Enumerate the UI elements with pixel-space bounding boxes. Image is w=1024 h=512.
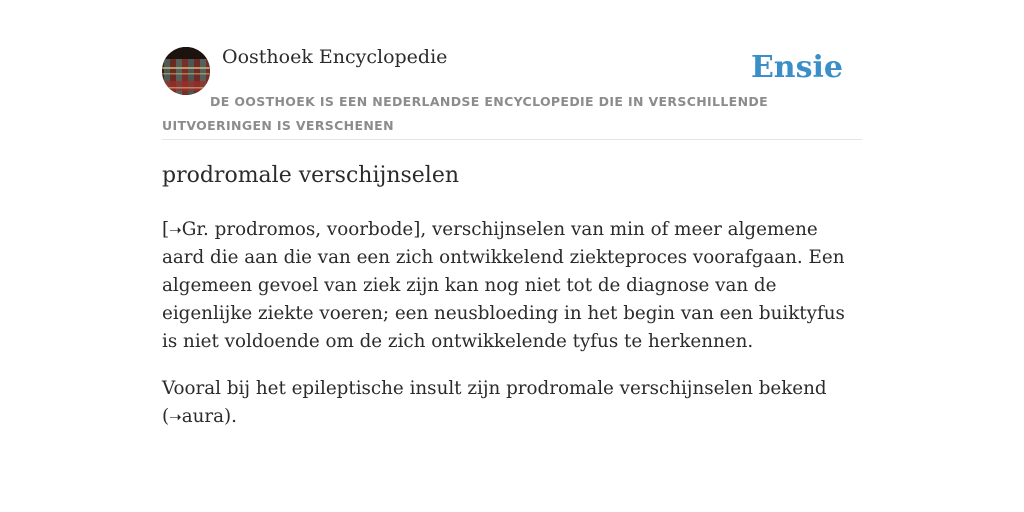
entry-title: prodromale verschijnselen	[162, 163, 460, 188]
entry-paragraph-2	[162, 375, 862, 431]
site-tagline: DE OOSTHOEK IS EEN NEDERLANDSE ENCYCLOPEDIE DIE IN VERSCHILLENDE UITVOERINGEN IS VERSCHENEN	[162, 94, 768, 133]
paragraph-1-text: Gr. prodromos, voorbode], verschijnselen van min of meer algemene aard die aan die van een zich ontwikkelend ziekteproces voorafgaan. Een algemeen gevoel van ziek zijn kan nog niet tot de diagnose van de eigenlijke ziekte voeren; een neusbloeding in het begin van een buiktyfus is niet voldoende om de zich ontwikkelende tyfus te herkennen.	[162, 219, 845, 352]
ensie-logo-link[interactable]: Ensie	[750, 50, 843, 85]
aura-reference-link[interactable]: aura	[181, 406, 225, 427]
paragraph-2-close: ).	[224, 406, 237, 427]
entry-body	[162, 216, 862, 450]
entry-paragraph-1	[162, 216, 862, 356]
paragraph-2-text: Vooral bij het epileptische insult zijn prodromale verschijnselen bekend (	[162, 378, 827, 427]
reference-arrow-icon: ➝	[169, 408, 182, 426]
page	[162, 0, 862, 427]
bracket-open: [	[162, 219, 170, 240]
encyclopedia-books-icon[interactable]	[162, 47, 210, 95]
site-header	[162, 0, 862, 140]
reference-arrow-icon: ➝	[169, 221, 182, 239]
site-title[interactable]: Oosthoek Encyclopedie	[222, 46, 448, 68]
